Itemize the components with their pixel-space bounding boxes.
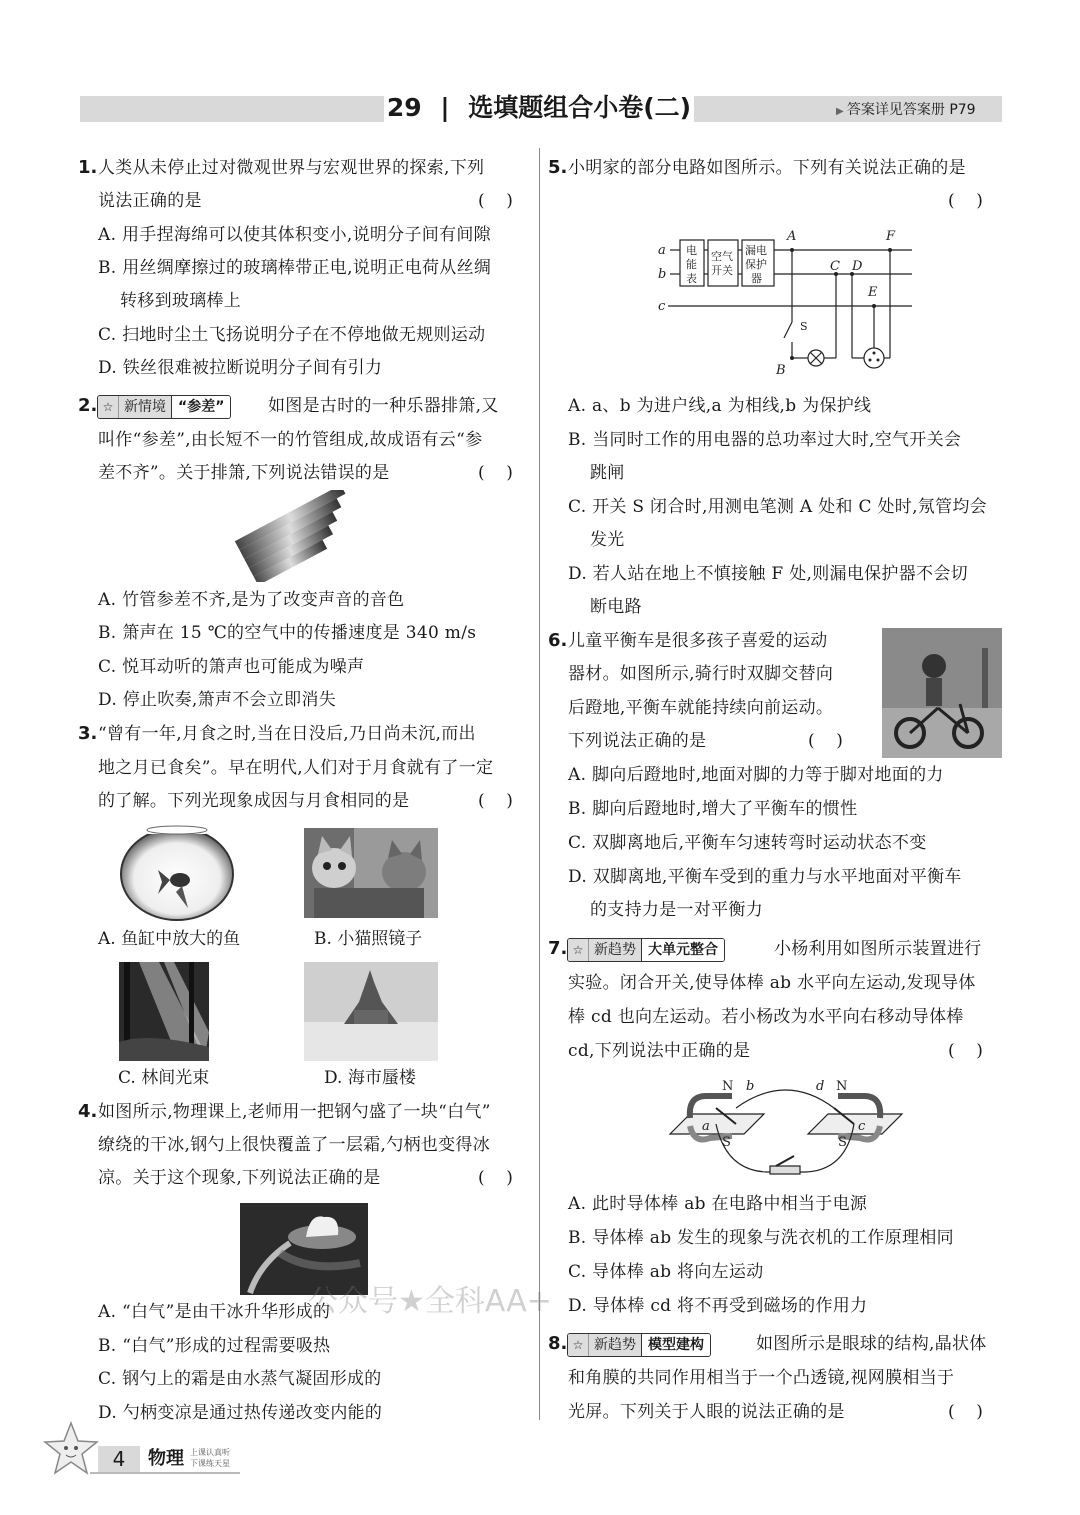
q4-option-b: B. “白气”形成的过程需要吸热 xyxy=(98,1336,331,1356)
svg-text:b: b xyxy=(746,1079,755,1094)
star-icon: ☆ xyxy=(568,1334,588,1356)
svg-text:a: a xyxy=(702,1119,710,1134)
q6-stem-line: 后蹬地,平衡车就能持续向前运动。 xyxy=(568,698,834,718)
star-icon: ☆ xyxy=(98,396,118,418)
q1-number: 1. xyxy=(78,157,98,178)
fishbowl-image xyxy=(118,822,236,922)
q1-option-d: D. 铁丝很难被拉断说明分子间有引力 xyxy=(98,358,383,378)
subject-label: 物理 xyxy=(148,1448,184,1469)
q8-number: 8. xyxy=(548,1333,568,1354)
q3-stem-line: “曾有一年,月食之时,当在日没后,乃日尚未沉,而出 xyxy=(98,724,476,744)
svg-text:b: b xyxy=(658,267,667,282)
q6-stem-line: 儿童平衡车是很多孩子喜爱的运动 xyxy=(568,631,828,651)
q7-option-d: D. 导体棒 cd 将不再受到磁场的作用力 xyxy=(568,1296,868,1316)
svg-text:B: B xyxy=(776,363,786,378)
svg-text:F: F xyxy=(886,229,896,244)
q4-option-c: C. 钢勺上的霜是由水蒸气凝固形成的 xyxy=(98,1369,382,1389)
q4-option-a: A. “白气”是由干冰升华形成的 xyxy=(98,1302,331,1322)
q4-stem-line: 如图所示,物理课上,老师用一把钢勺盛了一块“白气” xyxy=(98,1102,491,1122)
svg-text:c: c xyxy=(658,299,666,314)
svg-text:c: c xyxy=(858,1119,866,1134)
svg-text:A: A xyxy=(787,229,797,244)
q5-option-c: C. 开关 S 闭合时,用测电笔测 A 处和 C 处时,氖管均会 xyxy=(568,497,987,517)
svg-text:D: D xyxy=(852,259,863,274)
q6-option-d-cont: 的支持力是一对平衡力 xyxy=(590,900,763,920)
household-circuit-diagram xyxy=(650,222,920,382)
q3-caption-b: B. 小猫照镜子 xyxy=(314,929,423,949)
q1-option-b-cont: 转移到玻璃棒上 xyxy=(120,291,242,311)
q6-stem-line: 器材。如图所示,骑行时双脚交替向 xyxy=(568,664,834,684)
panpipe-image xyxy=(230,490,370,582)
q6-option-a: A. 脚向后蹬地时,地面对脚的力等于脚对地面的力 xyxy=(568,765,944,785)
svg-text:S: S xyxy=(800,320,808,333)
q5-number: 5. xyxy=(548,157,568,178)
q2-option-b: B. 箫声在 15 ℃的空气中的传播速度是 340 m/s xyxy=(98,623,477,643)
header-bar-left xyxy=(80,96,384,122)
svg-text:E: E xyxy=(868,285,878,300)
paper-title: 选填题组合小卷(二) xyxy=(468,93,692,122)
q5-option-d: D. 若人站在地上不慎接触 F 处,则漏电保护器不会切 xyxy=(568,564,968,584)
q8-tag: ☆ 新趋势 模型建构 xyxy=(567,1333,711,1357)
q3-caption-d: D. 海市蜃楼 xyxy=(324,1068,416,1088)
svg-text:漏电: 漏电 xyxy=(745,244,767,257)
q3-stem-line: 地之月已食矣”。早在明代,人们对于月食就有了一定 xyxy=(98,758,494,778)
svg-text:开关: 开关 xyxy=(711,264,733,277)
answer-reference: ▶ 答案详见答案册 P79 xyxy=(836,102,976,118)
q6-option-c: C. 双脚离地后,平衡车匀速转弯时运动状态不变 xyxy=(568,833,927,853)
svg-text:能: 能 xyxy=(686,258,697,271)
q5-stem-line: 小明家的部分电路如图所示。下列有关说法正确的是 xyxy=(568,158,966,178)
svg-text:S: S xyxy=(838,1135,847,1150)
paper-number: 29 xyxy=(386,93,422,122)
play-arrow-icon: ▶ xyxy=(836,106,847,117)
column-divider xyxy=(539,148,540,1420)
q1-stem-line: 说法正确的是 xyxy=(98,191,202,211)
footer-slogan: 上课认真听 下课练天星 xyxy=(190,1448,230,1468)
q7-option-a: A. 此时导体棒 ab 在电路中相当于电源 xyxy=(568,1194,868,1214)
q3-number: 3. xyxy=(78,723,98,744)
svg-text:N: N xyxy=(722,1079,734,1094)
svg-text:S: S xyxy=(722,1135,731,1150)
q5-option-a: A. a、b 为进户线,a 为相线,b 为保护线 xyxy=(568,396,872,416)
page-number: 4 xyxy=(98,1446,140,1472)
q2-tag: ☆ 新情境 “参差” xyxy=(97,395,231,419)
q3-caption-c: C. 林间光束 xyxy=(118,1068,210,1088)
q4-stem-line: 凉。关于这个现象,下列说法正确的是 xyxy=(98,1168,381,1188)
q1-option-a: A. 用手捏海绵可以使其体积变小,说明分子间有间隙 xyxy=(98,225,491,245)
mascot-star-icon xyxy=(42,1420,100,1478)
q7-option-b: B. 导体棒 ab 发生的现象与洗衣机的工作原理相同 xyxy=(568,1228,954,1248)
q7-stem-line: cd,下列说法中正确的是 xyxy=(568,1041,751,1061)
q5-option-d-cont: 断电路 xyxy=(590,597,642,617)
q3-stem-line: 的了解。下列光现象成因与月食相同的是 xyxy=(98,791,410,811)
q7-tag: ☆ 新趋势 大单元整合 xyxy=(567,938,725,962)
q2-number: 2. xyxy=(78,395,98,416)
q6-number: 6. xyxy=(548,630,568,651)
star-icon: ☆ xyxy=(568,939,588,961)
forest-light-image xyxy=(119,962,209,1061)
q2-answer-blank: ( ) xyxy=(478,463,513,483)
svg-text:d: d xyxy=(816,1079,825,1094)
svg-text:a: a xyxy=(658,243,666,258)
q5-option-c-cont: 发光 xyxy=(590,530,625,550)
mirage-image xyxy=(304,962,438,1061)
q2-stem-line: 如图是古时的一种乐器排箫,又 xyxy=(268,396,499,416)
q1-answer-blank: ( ) xyxy=(478,191,513,211)
q6-option-b: B. 脚向后蹬地时,增大了平衡车的惯性 xyxy=(568,799,858,819)
q2-option-c: C. 悦耳动听的箫声也可能成为噪声 xyxy=(98,657,365,677)
q6-option-d: D. 双脚离地,平衡车受到的重力与水平地面对平衡车 xyxy=(568,867,962,887)
q4-stem-line: 缭绕的干冰,钢勺上很快覆盖了一层霜,勺柄也变得冰 xyxy=(98,1135,491,1155)
q7-answer-blank: ( ) xyxy=(948,1041,983,1061)
q7-number: 7. xyxy=(548,938,568,959)
q8-stem-line: 如图所示是眼球的结构,晶状体 xyxy=(756,1334,987,1354)
q4-option-d: D. 勺柄变凉是通过热传递改变内能的 xyxy=(98,1403,383,1423)
footer-rule xyxy=(90,1472,240,1474)
q6-stem-line: 下列说法正确的是 xyxy=(568,731,707,751)
q7-stem-line: 小杨利用如图所示装置进行 xyxy=(774,939,982,959)
q7-stem-line: 实验。闭合开关,使导体棒 ab 水平向左运动,发现导体 xyxy=(568,973,976,993)
svg-text:保护: 保护 xyxy=(745,258,767,271)
q2-option-d: D. 停止吹奏,箫声不会立即消失 xyxy=(98,690,337,710)
q1-stem-line: 人类从未停止过对微观世界与宏观世界的探索,下列 xyxy=(98,158,485,178)
q7-stem-line: 棒 cd 也向左运动。若小杨改为水平向右移动导体棒 xyxy=(568,1007,964,1027)
title-separator: | xyxy=(440,93,450,122)
q3-answer-blank: ( ) xyxy=(478,791,513,811)
q6-answer-blank: ( ) xyxy=(808,731,843,751)
q4-answer-blank: ( ) xyxy=(478,1168,513,1188)
svg-text:N: N xyxy=(836,1079,848,1094)
q7-option-c: C. 导体棒 ab 将向左运动 xyxy=(568,1262,764,1282)
q1-option-b: B. 用丝绸摩擦过的玻璃棒带正电,说明正电荷从丝绸 xyxy=(98,258,492,278)
electromagnetic-induction-diagram xyxy=(666,1074,906,1182)
q2-stem-line: 差不齐”。关于排箫,下列说法错误的是 xyxy=(98,463,390,483)
q2-option-a: A. 竹管参差不齐,是为了改变声音的音色 xyxy=(98,590,405,610)
svg-text:器: 器 xyxy=(751,272,762,285)
q1-option-c: C. 扫地时尘土飞扬说明分子在不停地做无规则运动 xyxy=(98,325,486,345)
q3-caption-a: A. 鱼缸中放大的鱼 xyxy=(98,929,241,949)
svg-text:C: C xyxy=(830,259,840,274)
svg-text:电: 电 xyxy=(686,244,697,257)
watermark: 公众号★全科AA+ xyxy=(308,1284,552,1319)
q5-option-b: B. 当同时工作的用电器的总功率过大时,空气开关会 xyxy=(568,430,962,450)
q4-number: 4. xyxy=(78,1101,98,1122)
balance-bike-image xyxy=(882,628,1002,758)
q8-stem-line: 和角膜的共同作用相当于一个凸透镜,视网膜相当于 xyxy=(568,1368,955,1388)
cat-mirror-image xyxy=(304,828,438,918)
q8-stem-line: 光屏。下列关于人眼的说法正确的是 xyxy=(568,1402,845,1422)
q2-stem-line: 叫作“参差”,由长短不一的竹管组成,故成语有云“参 xyxy=(98,430,483,450)
q8-answer-blank: ( ) xyxy=(948,1402,983,1422)
svg-text:表: 表 xyxy=(686,272,697,285)
q5-option-b-cont: 跳闸 xyxy=(590,463,625,483)
svg-text:空气: 空气 xyxy=(711,250,733,263)
page-title xyxy=(384,88,694,128)
q5-answer-blank: ( ) xyxy=(948,191,983,211)
